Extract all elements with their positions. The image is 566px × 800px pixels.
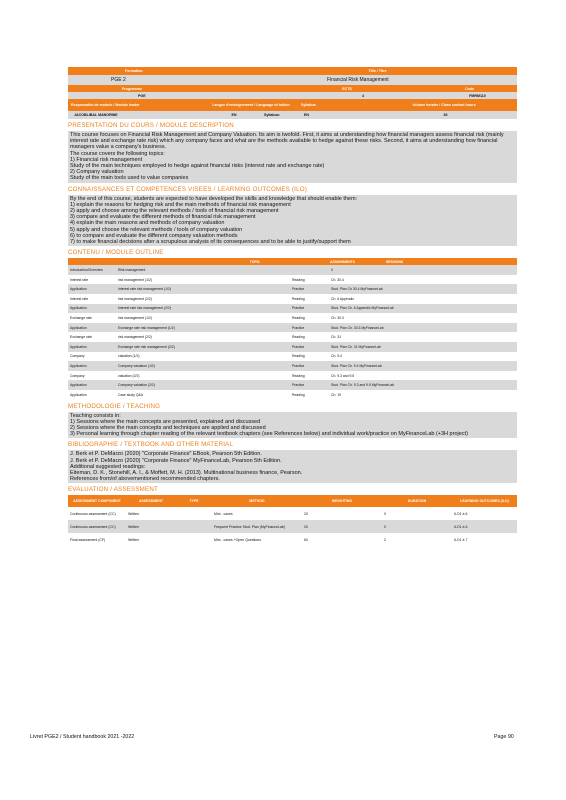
presentation-line: Study of the main tools used to value companies [70, 175, 189, 182]
outline-cell-kind: Application [68, 323, 116, 333]
outline-cell-kind: Company [70, 373, 85, 378]
outline-cell-topic: risk management (2/2) [118, 296, 152, 301]
bibliography-line: J. Berk et P. DeMarzo (2020) "Corporate Finance" EBook, Pearson 5th Edition. [70, 451, 262, 458]
methodology-body [68, 412, 517, 439]
outline-cell-reference: Ch. 9.4 [331, 354, 342, 359]
outline-cell-kind: Exchange rate [70, 316, 92, 321]
eval-cell-assessment: Written [128, 511, 140, 516]
language-value: EN [231, 113, 237, 117]
outline-row [68, 371, 517, 381]
outline-col-assignments: ASSIGNMENTS [330, 259, 355, 264]
outline-cell-topic: risk management (1/2) [118, 316, 152, 321]
eval-cell-weighting: 20 [302, 520, 382, 533]
outline-cell-topic: Exchange rate risk management (2/2) [116, 342, 290, 352]
language-label: Langue d'enseignement / Language of tuition [212, 103, 290, 107]
bibliography-heading: BIBLIOGRAPHIE / TEXTBOOK AND OTHER MATERIAL [68, 441, 234, 449]
presentation-line: This course focuses on Financial Risk Management and Company Valuation. Its aim is twofold. First, it aims at understanding how financial managers assess financial risk (mainly interest rate and exchange rate risk) which any company faces and what are the methods available to hedge against these risks. Second, it aims at understanding how financial managers value a company's business. [70, 132, 504, 151]
eval-col-method: METHOD [212, 495, 302, 507]
bibliography-line: J. Berk et P. DeMarzo (2020) "Corporate Finance" MyFinanceLab, Pearson 5th Edition. [70, 457, 282, 464]
bibliography-line: Eiteman, D. K., Stonehill, A. I., & Moffett, M. H. (2013). Multinational business finance, Pearson. [70, 469, 303, 476]
outline-row [68, 313, 517, 323]
title-label: Title / Titre [368, 69, 387, 73]
presentation-line: 2) Company valuation [70, 169, 124, 176]
outline-cell-assignment: Practice [290, 284, 329, 294]
outline-cell-assignment: Practice [290, 304, 329, 314]
eval-cell-component: Continuous assessment (CC) [68, 520, 126, 533]
evaluation-rows [68, 507, 517, 546]
outline-cell-reference: Ch. 6 Appendix [331, 296, 354, 301]
header-row-programme [68, 85, 517, 92]
code-value: FMRM110 [469, 93, 486, 98]
syllabus-caption: Syllabus: [264, 113, 280, 117]
outline-cell-assignment: Reading [292, 277, 305, 282]
outline-cell-kind: Application [68, 304, 116, 314]
outline-cell-topic: Interest rate risk management (2/2) [116, 304, 290, 314]
outline-cell-assignment: Reading [292, 373, 305, 378]
eval-col-assessment: ASSESSMENT [126, 495, 176, 507]
header-row-leader-labels [68, 99, 517, 111]
outline-cell-kind: Exchange rate [70, 335, 92, 340]
outline-cell-reference: Ch. 9.3 and 9.5 [331, 373, 355, 378]
outline-cell-reference: Ch. 31 [331, 335, 341, 340]
eval-cell-weighting: 60 [304, 537, 308, 542]
outline-cell-kind: Interest rate [70, 296, 89, 301]
eval-col-component: ASSESSMENT COMPONENT [68, 495, 126, 507]
footer-page-number: Page 90 [494, 734, 514, 740]
outline-row [68, 265, 517, 275]
outline-cell-reference: Stud. Plan Ch. 31 MyFinanceLab [329, 342, 517, 352]
outline-cell-topic: Risk management [116, 265, 290, 275]
outline-cell-assignment: Practice [290, 380, 329, 390]
course-header [68, 67, 517, 119]
outline-cell-topic: valuation (1/2) [118, 354, 140, 359]
outline-row [68, 352, 517, 362]
outline-cell-assignment: Reading [292, 296, 305, 301]
presentation-line: Study of the main techniques employed to hedge against financial risks (interest rate and exchange rate) [70, 163, 325, 170]
programme-value: PGE [138, 93, 146, 98]
bibliography-body [68, 450, 517, 483]
outline-row [68, 390, 517, 400]
evaluation-row [68, 520, 517, 533]
header-row-leader-values [68, 111, 517, 119]
eval-cell-component: Continuous assessment (CC) [70, 511, 116, 516]
outline-cell-assignment: Reading [292, 392, 305, 397]
methodology-line: Teaching consists in: [70, 412, 121, 419]
methodology-line: 1) Sessions where the main concepts are presented, explained and discussed [70, 418, 261, 425]
outcome-line: By the end of this course, students are expected to have developed the skills and knowledge that should enable them: [70, 195, 358, 202]
bibliography-line: Additional suggested readings: [70, 463, 146, 470]
syllabus-label: Syllabus [301, 103, 316, 107]
outline-cell-topic: Company valuation (2/2) [116, 380, 290, 390]
eval-cell-type [176, 520, 212, 533]
outcomes-heading: CONNAISSANCES ET COMPETENCES VISEES / LEARNING OUTCOMES (ILO) [68, 185, 308, 193]
outline-row [68, 332, 517, 342]
header-row-formation [68, 67, 517, 75]
outline-cell-kind: Introduction/Overview [68, 265, 116, 275]
eval-cell-method: Frequent Practice Stud. Plan (MyFinanceLab) [212, 520, 302, 533]
outline-col-topic: TOPIC [68, 258, 290, 265]
methodology-heading: METHODOLOGIE / TEACHING [68, 402, 161, 410]
outline-cell-reference: 0 [329, 265, 517, 275]
outline-cell-kind: Application [68, 342, 116, 352]
outline-cell-topic: risk management (1/2) [118, 277, 152, 282]
presentation-body [68, 131, 517, 183]
outline-cell-reference: Stud. Plan Ch 30.4 MyFinanceLab [329, 284, 517, 294]
eval-cell-method: Mini - cases +Open Questions [214, 537, 261, 542]
outline-cell-assignment [290, 265, 329, 275]
evaluation-row [68, 533, 517, 546]
contact-hours-label: Volume horaire / Class contact hours [412, 103, 476, 107]
outline-cell-reference: Stud. Plan Ch. 30.3 MyFinanceLab [329, 323, 517, 333]
outline-cell-topic: Exchange rate risk management (1/2) [116, 323, 290, 333]
outline-rows [68, 265, 517, 399]
eval-col-type: TYPE [176, 495, 212, 507]
outcome-line: 6) to compare and evaluate the different company valuation methods [70, 232, 238, 239]
eval-cell-component: Final assessment (CF) [70, 537, 106, 542]
eval-cell-method: Mini - cases [214, 511, 233, 516]
evaluation-row [68, 507, 517, 520]
outline-row [68, 323, 517, 333]
outline-cell-assignment: Reading [292, 316, 305, 321]
evaluation-heading: EVALUATION / ASSESSMENT [68, 486, 158, 494]
presentation-line: 1) Financial risk management [70, 156, 143, 163]
eval-col-duration: DURATION [382, 495, 452, 507]
outline-cell-topic: Company valuation (1/2) [116, 361, 290, 371]
outline-row [68, 294, 517, 304]
outline-col-sessions: SESSIONS [385, 259, 404, 264]
programme-label: Programme [122, 86, 142, 91]
outcome-line: 1) explain the reasons for hedging risk and the main methods of financial risk management [70, 201, 291, 208]
outline-cell-assignment: Reading [292, 354, 305, 359]
eval-cell-duration: 0 [384, 511, 386, 516]
outline-cell-assignment: Practice [290, 342, 329, 352]
outcome-line: 4) explain the main reasons and methods of company valuation [70, 220, 225, 227]
eval-cell-type [176, 507, 212, 520]
outline-cell-reference: Ch. 30.3 [331, 316, 344, 321]
outline-cell-reference: Ch. 19 [331, 392, 341, 397]
program-value: PGE 2 [111, 77, 126, 83]
outline-cell-kind: Application [68, 380, 116, 390]
eval-cell-duration: 0 [382, 520, 452, 533]
syllabus-language: EN [304, 113, 309, 117]
outline-cell-reference: Stud. Plan Ch. 9.4 MyFinanceLab [329, 361, 517, 371]
outline-cell-topic: Case study Q&A [118, 392, 144, 397]
evaluation-table [68, 495, 517, 546]
evaluation-header-row [68, 495, 517, 507]
outline-table [68, 258, 517, 399]
course-sheet [68, 67, 517, 546]
outcome-line: 3) compare and evaluate the different methods of financial risk management [70, 214, 256, 221]
eval-cell-ilo: ILO1 à 6 [454, 511, 468, 516]
outline-cell-kind: Application [68, 361, 116, 371]
module-leader-name: JACOBLIBAL MANORINE [74, 113, 118, 117]
outline-cell-kind: Interest rate [70, 277, 89, 282]
outline-col-assignments-sessions [290, 258, 517, 265]
outline-header-row [68, 258, 517, 265]
header-row-course [68, 75, 517, 85]
eval-cell-type [176, 533, 212, 546]
eval-cell-weighting: 20 [304, 511, 308, 516]
eval-cell-assessment: Written [126, 520, 176, 533]
outline-cell-reference: Stud. Plan Ch. 6 Appendix MyFinanceLab [329, 304, 517, 314]
contact-hours-value: 30 [443, 113, 448, 117]
presentation-line: The course covers the following topics: [70, 150, 165, 157]
outline-cell-assignment: Reading [292, 335, 305, 340]
outline-row [68, 275, 517, 285]
eval-col-weighting: WEIGHTING [302, 495, 382, 507]
outline-cell-reference: Stud. Plan Ch. 9.3 and 9.5 MyFinanceLab [329, 380, 517, 390]
ects-label: ECTS [342, 86, 352, 91]
ects-value: 4 [362, 93, 364, 98]
outline-cell-reference: Ch. 30.4 [331, 277, 344, 282]
outline-cell-assignment: Practice [290, 323, 329, 333]
eval-cell-ilo: ILO1 à 7 [454, 537, 468, 542]
eval-col-ilo: LEARNING OUTCOMES (ILO) [452, 495, 517, 507]
formation-label: Formation [125, 69, 143, 73]
eval-cell-assessment: Written [128, 537, 140, 542]
outline-row [68, 304, 517, 314]
outline-row [68, 361, 517, 371]
code-label: Code [465, 86, 474, 91]
methodology-line: 2) Sessions where the main concepts and techniques are applied and discussed [70, 424, 266, 431]
outline-cell-kind: Application [68, 284, 116, 294]
header-row-values [68, 92, 517, 99]
outline-cell-kind: Company [70, 354, 85, 359]
module-leader-label: Responsable de module / Module leader [71, 103, 140, 107]
outline-row [68, 284, 517, 294]
outline-cell-topic: Interest rate risk management (1/2) [116, 284, 290, 294]
outline-cell-kind: Application [70, 392, 87, 397]
course-title: Financial Risk Management [327, 77, 389, 83]
outcomes-body [68, 195, 517, 247]
footer-handbook: Livret PGE2 / Student handbook 2021 -2022 [30, 734, 135, 740]
methodology-line: 3) Personal learning through chapter reading of the relevant textbook chapters (see References below) and individual work/practice on MyFinanceLab (+3H project) [70, 431, 468, 438]
outline-cell-topic: valuation (2/2) [118, 373, 140, 378]
outline-cell-assignment: Practice [290, 361, 329, 371]
outline-heading: CONTENU / MODULE OUTLINE [68, 249, 164, 257]
bibliography-line: References from/of abovementioned recommended chapters. [70, 476, 220, 483]
outline-row [68, 380, 517, 390]
outcome-line: 7) to make financial decisions after a scrupulous analysis of its consequences and to be able to justify/support them [70, 239, 351, 246]
presentation-heading: PRESENTATION DU COURS / MODULE DESCRIPTION [68, 122, 234, 129]
eval-cell-duration: 2 [384, 537, 386, 542]
outcome-line: 5) apply and choose the relevant methods / tools of company valuation [70, 226, 243, 233]
outline-cell-topic: risk management (2/2) [118, 335, 152, 340]
outline-row [68, 342, 517, 352]
outcome-line: 2) apply and choose among the relevant methods / tools of financial risk management [70, 208, 279, 215]
eval-cell-ilo: ILO1 à 6 [452, 520, 517, 533]
